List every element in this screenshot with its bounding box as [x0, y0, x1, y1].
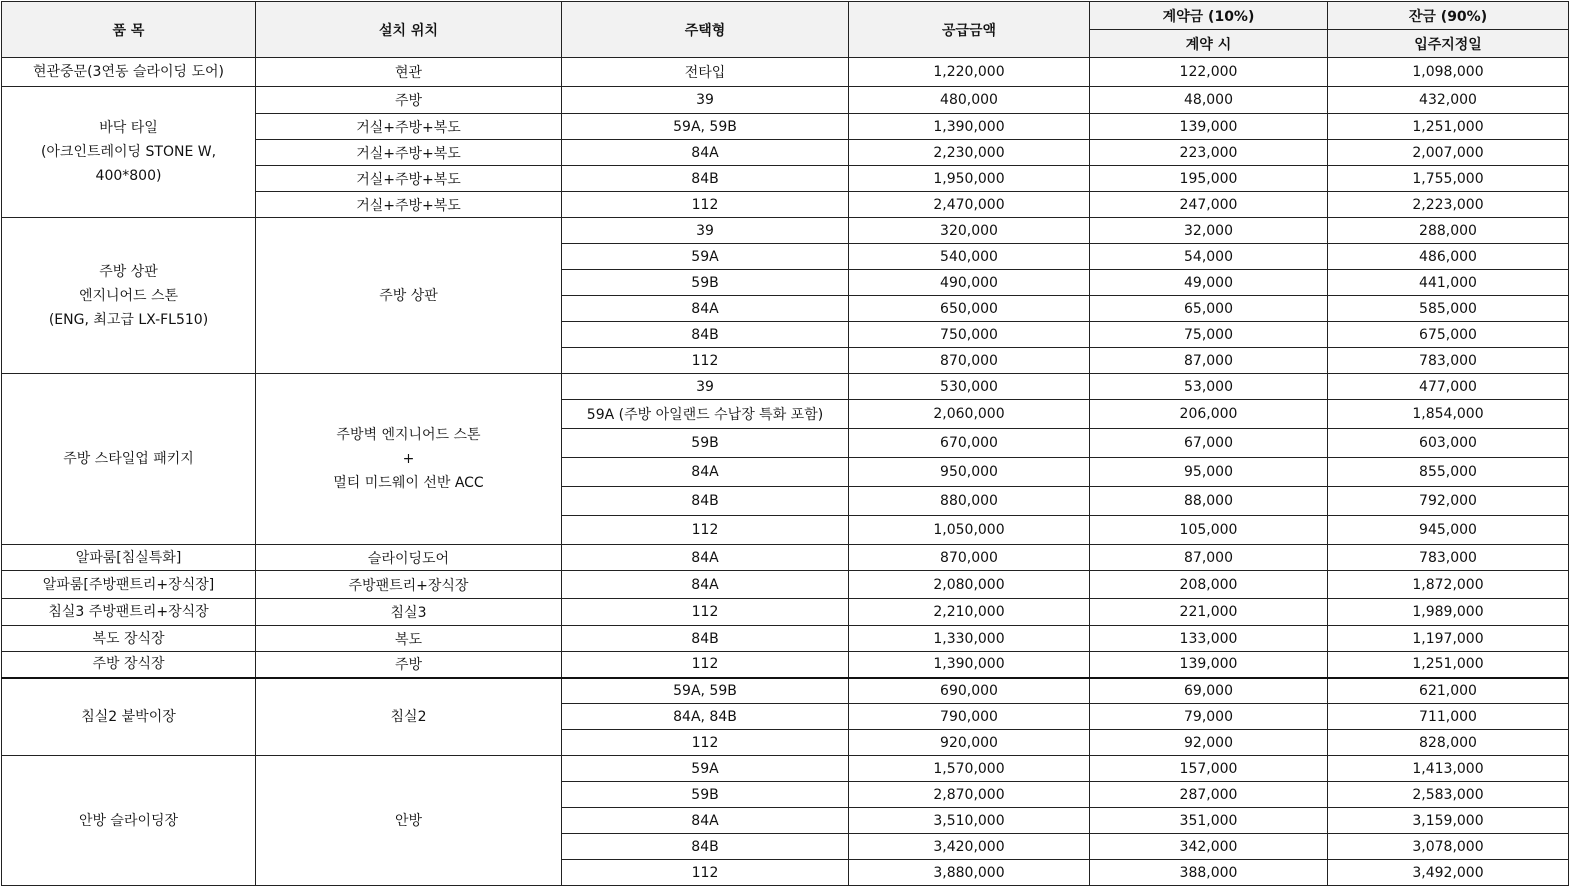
price-cell: 2,870,000 — [849, 782, 1090, 808]
deposit-cell: 195,000 — [1090, 166, 1328, 192]
price-cell: 880,000 — [849, 487, 1090, 516]
location-cell: 슬라이딩도어 — [256, 545, 562, 571]
table-row — [2, 678, 1569, 704]
type-cell: 84B — [562, 322, 849, 348]
location-cell: 거실+주방+복도 — [256, 166, 562, 192]
balance-cell: 288,000 — [1328, 218, 1569, 244]
item-cell: 침실2 붙박이장 — [2, 678, 256, 756]
table-row — [2, 652, 1569, 678]
item-cell: 복도 장식장 — [2, 626, 256, 652]
balance-cell: 792,000 — [1328, 487, 1569, 516]
type-cell: 112 — [562, 860, 849, 886]
deposit-cell: 53,000 — [1090, 374, 1328, 400]
deposit-cell: 79,000 — [1090, 704, 1328, 730]
item-cell: 주방 장식장 — [2, 652, 256, 678]
header-balance-sub: 입주지정일 — [1328, 30, 1569, 58]
type-cell: 59A (주방 아일랜드 수납장 특화 포함) — [562, 400, 849, 429]
deposit-cell: 65,000 — [1090, 296, 1328, 322]
balance-cell: 1,413,000 — [1328, 756, 1569, 782]
deposit-cell: 105,000 — [1090, 516, 1328, 545]
location-cell: 거실+주방+복도 — [256, 192, 562, 218]
type-cell: 84A — [562, 571, 849, 599]
price-cell: 1,220,000 — [849, 58, 1090, 87]
type-cell: 84A — [562, 458, 849, 487]
type-cell: 112 — [562, 516, 849, 545]
deposit-cell: 69,000 — [1090, 678, 1328, 704]
price-cell: 750,000 — [849, 322, 1090, 348]
deposit-cell: 206,000 — [1090, 400, 1328, 429]
table-body — [2, 58, 1569, 886]
type-cell: 39 — [562, 374, 849, 400]
type-cell: 112 — [562, 599, 849, 626]
table-row — [2, 87, 1569, 114]
balance-cell: 477,000 — [1328, 374, 1569, 400]
type-cell: 112 — [562, 652, 849, 678]
deposit-cell: 223,000 — [1090, 140, 1328, 166]
table-row — [2, 218, 1569, 244]
table-row — [2, 571, 1569, 599]
item-cell: 현관중문(3연동 슬라이딩 도어) — [2, 58, 256, 87]
balance-cell: 2,583,000 — [1328, 782, 1569, 808]
balance-cell: 2,223,000 — [1328, 192, 1569, 218]
table-row — [2, 599, 1569, 626]
price-cell: 320,000 — [849, 218, 1090, 244]
table-row — [2, 58, 1569, 87]
type-cell: 84A — [562, 808, 849, 834]
location-cell: 주방팬트리+장식장 — [256, 571, 562, 599]
balance-cell: 1,872,000 — [1328, 571, 1569, 599]
location-cell: 복도 — [256, 626, 562, 652]
header-deposit: 계약금 (10%) — [1090, 2, 1328, 30]
type-cell: 84B — [562, 626, 849, 652]
deposit-cell: 67,000 — [1090, 429, 1328, 458]
deposit-cell: 208,000 — [1090, 571, 1328, 599]
price-cell: 2,210,000 — [849, 599, 1090, 626]
price-cell: 2,230,000 — [849, 140, 1090, 166]
price-cell: 3,510,000 — [849, 808, 1090, 834]
balance-cell: 945,000 — [1328, 516, 1569, 545]
header-type: 주택형 — [562, 2, 849, 58]
location-cell: 주방 상판 — [256, 218, 562, 374]
deposit-cell: 351,000 — [1090, 808, 1328, 834]
item-cell: 알파룸[주방팬트리+장식장] — [2, 571, 256, 599]
price-cell: 650,000 — [849, 296, 1090, 322]
location-cell: 주방 — [256, 652, 562, 678]
balance-cell: 1,854,000 — [1328, 400, 1569, 429]
type-cell: 전타입 — [562, 58, 849, 87]
price-cell: 1,950,000 — [849, 166, 1090, 192]
location-cell: 안방 — [256, 756, 562, 886]
balance-cell: 585,000 — [1328, 296, 1569, 322]
deposit-cell: 49,000 — [1090, 270, 1328, 296]
type-cell: 59A, 59B — [562, 678, 849, 704]
price-cell: 3,420,000 — [849, 834, 1090, 860]
balance-cell: 603,000 — [1328, 429, 1569, 458]
balance-cell: 783,000 — [1328, 348, 1569, 374]
location-cell: 침실3 — [256, 599, 562, 626]
price-cell: 2,060,000 — [849, 400, 1090, 429]
item-cell: 주방 상판 엔지니어드 스톤 (ENG, 최고급 LX-FL510) — [2, 218, 256, 374]
type-cell: 112 — [562, 348, 849, 374]
type-cell: 59A, 59B — [562, 114, 849, 140]
type-cell: 84B — [562, 834, 849, 860]
deposit-cell: 133,000 — [1090, 626, 1328, 652]
balance-cell: 3,078,000 — [1328, 834, 1569, 860]
deposit-cell: 287,000 — [1090, 782, 1328, 808]
balance-cell: 3,159,000 — [1328, 808, 1569, 834]
type-cell: 39 — [562, 87, 849, 114]
type-cell: 84B — [562, 487, 849, 516]
deposit-cell: 88,000 — [1090, 487, 1328, 516]
type-cell: 59B — [562, 429, 849, 458]
type-cell: 112 — [562, 192, 849, 218]
balance-cell: 783,000 — [1328, 545, 1569, 571]
deposit-cell: 247,000 — [1090, 192, 1328, 218]
option-price-table — [1, 1, 1569, 886]
table-row — [2, 626, 1569, 652]
balance-cell: 3,492,000 — [1328, 860, 1569, 886]
deposit-cell: 87,000 — [1090, 545, 1328, 571]
price-cell: 870,000 — [849, 545, 1090, 571]
type-cell: 84A — [562, 140, 849, 166]
price-cell: 920,000 — [849, 730, 1090, 756]
deposit-cell: 342,000 — [1090, 834, 1328, 860]
deposit-cell: 54,000 — [1090, 244, 1328, 270]
location-cell: 거실+주방+복도 — [256, 140, 562, 166]
header-location: 설치 위치 — [256, 2, 562, 58]
type-cell: 59B — [562, 270, 849, 296]
price-cell: 870,000 — [849, 348, 1090, 374]
balance-cell: 828,000 — [1328, 730, 1569, 756]
balance-cell: 441,000 — [1328, 270, 1569, 296]
type-cell: 59A — [562, 756, 849, 782]
header-price: 공급금액 — [849, 2, 1090, 58]
price-cell: 1,390,000 — [849, 114, 1090, 140]
deposit-cell: 139,000 — [1090, 114, 1328, 140]
type-cell: 84A — [562, 545, 849, 571]
deposit-cell: 92,000 — [1090, 730, 1328, 756]
table-row — [2, 545, 1569, 571]
location-cell: 거실+주방+복도 — [256, 114, 562, 140]
price-cell: 1,570,000 — [849, 756, 1090, 782]
price-cell: 790,000 — [849, 704, 1090, 730]
price-cell: 1,330,000 — [849, 626, 1090, 652]
balance-cell: 855,000 — [1328, 458, 1569, 487]
balance-cell: 1,755,000 — [1328, 166, 1569, 192]
deposit-cell: 87,000 — [1090, 348, 1328, 374]
price-cell: 3,880,000 — [849, 860, 1090, 886]
price-cell: 690,000 — [849, 678, 1090, 704]
type-cell: 59A — [562, 244, 849, 270]
balance-cell: 1,251,000 — [1328, 652, 1569, 678]
balance-cell: 621,000 — [1328, 678, 1569, 704]
header-balance: 잔금 (90%) — [1328, 2, 1569, 30]
location-cell: 현관 — [256, 58, 562, 87]
location-cell: 침실2 — [256, 678, 562, 756]
table-row — [2, 374, 1569, 400]
deposit-cell: 75,000 — [1090, 322, 1328, 348]
item-cell: 알파룸[침실특화] — [2, 545, 256, 571]
balance-cell: 432,000 — [1328, 87, 1569, 114]
type-cell: 39 — [562, 218, 849, 244]
type-cell: 84A, 84B — [562, 704, 849, 730]
item-cell: 안방 슬라이딩장 — [2, 756, 256, 886]
type-cell: 84A — [562, 296, 849, 322]
price-cell: 670,000 — [849, 429, 1090, 458]
price-cell: 950,000 — [849, 458, 1090, 487]
type-cell: 84B — [562, 166, 849, 192]
balance-cell: 1,251,000 — [1328, 114, 1569, 140]
balance-cell: 711,000 — [1328, 704, 1569, 730]
price-cell: 540,000 — [849, 244, 1090, 270]
balance-cell: 1,098,000 — [1328, 58, 1569, 87]
deposit-cell: 221,000 — [1090, 599, 1328, 626]
price-cell: 1,390,000 — [849, 652, 1090, 678]
deposit-cell: 95,000 — [1090, 458, 1328, 487]
price-cell: 530,000 — [849, 374, 1090, 400]
header-item: 품 목 — [2, 2, 256, 58]
item-cell: 주방 스타일업 패키지 — [2, 374, 256, 545]
item-cell: 바닥 타일 (아크인트레이딩 STONE W, 400*800) — [2, 87, 256, 218]
balance-cell: 1,197,000 — [1328, 626, 1569, 652]
deposit-cell: 122,000 — [1090, 58, 1328, 87]
table-row — [2, 756, 1569, 782]
deposit-cell: 139,000 — [1090, 652, 1328, 678]
balance-cell: 1,989,000 — [1328, 599, 1569, 626]
balance-cell: 2,007,000 — [1328, 140, 1569, 166]
balance-cell: 675,000 — [1328, 322, 1569, 348]
deposit-cell: 157,000 — [1090, 756, 1328, 782]
deposit-cell: 32,000 — [1090, 218, 1328, 244]
deposit-cell: 48,000 — [1090, 87, 1328, 114]
price-cell: 2,470,000 — [849, 192, 1090, 218]
price-cell: 480,000 — [849, 87, 1090, 114]
location-cell: 주방벽 엔지니어드 스톤 + 멀티 미드웨이 선반 ACC — [256, 374, 562, 545]
price-cell: 490,000 — [849, 270, 1090, 296]
price-cell: 1,050,000 — [849, 516, 1090, 545]
type-cell: 112 — [562, 730, 849, 756]
balance-cell: 486,000 — [1328, 244, 1569, 270]
type-cell: 59B — [562, 782, 849, 808]
item-cell: 침실3 주방팬트리+장식장 — [2, 599, 256, 626]
price-cell: 2,080,000 — [849, 571, 1090, 599]
header-deposit-sub: 계약 시 — [1090, 30, 1328, 58]
deposit-cell: 388,000 — [1090, 860, 1328, 886]
location-cell: 주방 — [256, 87, 562, 114]
